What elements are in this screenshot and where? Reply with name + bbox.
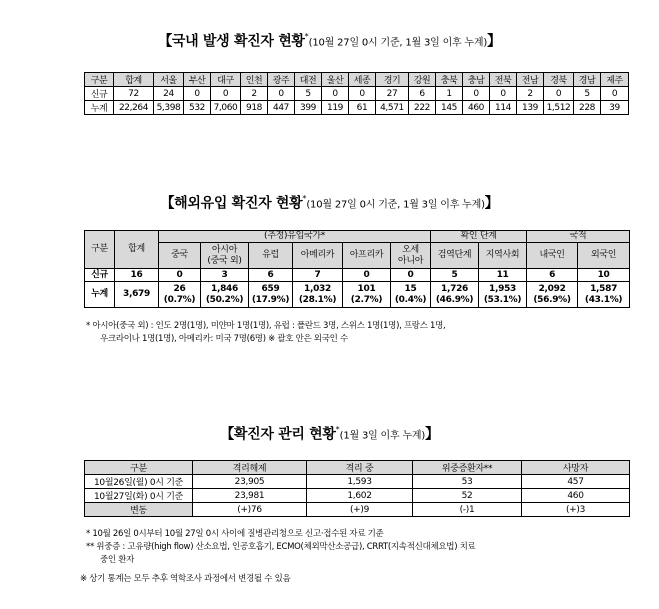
overseas-cum-pct: (17.9%): [251, 294, 290, 305]
overseas-cum-value: 26: [173, 283, 186, 294]
overseas-cum-cell: [578, 282, 630, 308]
management-cell: 52: [413, 489, 522, 503]
overseas-cum-pct: (56.9%): [533, 294, 571, 305]
overseas-cum-pct: (0.4%): [394, 294, 427, 305]
overseas-cum-total: 3,679: [115, 282, 159, 308]
domestic-cell: 7,060: [211, 101, 241, 115]
overseas-cum-value: 659: [261, 283, 280, 294]
overseas-cum-value: 101: [357, 283, 376, 294]
overseas-header-region-group: (추정)유입국가*: [159, 231, 431, 243]
overseas-cum-pct: (0.7%): [163, 294, 196, 305]
management-cell: (-)1: [413, 503, 522, 517]
overseas-new-cell: 10: [578, 269, 630, 282]
domestic-header-cell: 부산: [184, 73, 211, 87]
domestic-cell: 39: [601, 101, 629, 115]
overseas-cum-value: 1,726: [441, 283, 469, 294]
overseas-confirm-header: 검역단계: [431, 243, 479, 269]
management-header-cell: 구분: [85, 461, 193, 475]
overseas-region-header: 아시아 (중국 외): [201, 243, 249, 269]
domestic-cell: 2: [241, 87, 268, 101]
management-cell: 53: [413, 475, 522, 489]
overseas-header-nationality-group: 국적: [527, 231, 630, 243]
management-header-cell: 위중증환자**: [413, 461, 522, 475]
overseas-cum-cell: [293, 282, 343, 308]
domestic-header-cell: 충북: [436, 73, 463, 87]
overseas-region-header: 중국: [159, 243, 201, 269]
domestic-header-cell: 대전: [295, 73, 322, 87]
domestic-cell: 228: [574, 101, 601, 115]
domestic-row-label: 누계: [85, 101, 114, 115]
overseas-cum-value: 1,846: [211, 283, 238, 294]
overseas-nationality-header: 외국인: [578, 243, 630, 269]
overseas-confirm-header: 지역사회: [479, 243, 527, 269]
overseas-row-cum: [85, 282, 630, 308]
management-header-cell: 격리해제: [193, 461, 307, 475]
overseas-cum-pct: (46.9%): [435, 294, 474, 305]
domestic-header-cell: 경기: [376, 73, 409, 87]
overseas-cum-value: 1,953: [489, 283, 517, 294]
overseas-cum-pct: (50.2%): [205, 294, 244, 305]
management-table: [84, 460, 630, 517]
overseas-row-new: [85, 269, 630, 282]
management-cell: (+)76: [193, 503, 307, 517]
management-cell: 1,593: [307, 475, 413, 489]
overseas-new-cell: 5: [431, 269, 479, 282]
domestic-cell: 114: [490, 101, 517, 115]
domestic-cell: 0: [184, 87, 211, 101]
domestic-cell: 5: [574, 87, 601, 101]
management-title: 【확진자 관리 현황*(1월 3일 이후 누계)】: [220, 425, 439, 443]
domestic-header-cell: 서울: [154, 73, 184, 87]
domestic-row-label: 신규: [85, 87, 114, 101]
domestic-cell: 1,512: [544, 101, 574, 115]
domestic-cell: 1: [436, 87, 463, 101]
management-cell: (+)9: [307, 503, 413, 517]
management-cell: 23,981: [193, 489, 307, 503]
management-cell: 1,602: [307, 489, 413, 503]
domestic-cell: 0: [268, 87, 295, 101]
overseas-cum-cell: [479, 282, 527, 308]
domestic-cell: 5,398: [154, 101, 184, 115]
overseas-new-cell: 0: [159, 269, 201, 282]
domestic-row: [85, 87, 629, 101]
domestic-cell: 460: [463, 101, 490, 115]
management-cell: 23,905: [193, 475, 307, 489]
overseas-cum-pct: (28.1%): [298, 294, 337, 305]
domestic-header-cell: 구분: [85, 73, 114, 87]
overseas-note-1: * 아시아(중국 외) : 인도 2명(1명), 미얀마 1명(1명), 유럽 : 폴란드 3명, 스위스 1명(1명), 프랑스 1명,: [86, 321, 446, 331]
overseas-cum-value: 15: [404, 283, 417, 294]
overseas-cum-pct: (2.7%): [350, 294, 383, 305]
domestic-header-cell: 강원: [409, 73, 436, 87]
overseas-cum-pct: (53.1%): [483, 294, 522, 305]
management-cell: 460: [522, 489, 630, 503]
overseas-row-label: 신규: [85, 269, 115, 282]
management-row-label: 10월26일(월) 0시 기준: [85, 475, 193, 489]
overseas-region-header: 오세 아니아: [391, 243, 431, 269]
management-row: [85, 489, 630, 503]
domestic-cell: 2: [517, 87, 544, 101]
domestic-header-row: [85, 73, 629, 87]
management-note-2a: ** 위중증 : 고유량(high flow) 산소요법, 인공호흡기, ECMO(체외막산소공급), CRRT(지속적신대체요법) 치료: [86, 542, 476, 552]
overseas-new-cell: 3: [201, 269, 249, 282]
management-row-label: 10월27일(화) 0시 기준: [85, 489, 193, 503]
domestic-cell: 918: [241, 101, 268, 115]
domestic-header-cell: 세종: [349, 73, 376, 87]
domestic-header-cell: 충남: [463, 73, 490, 87]
overseas-cum-cell: [391, 282, 431, 308]
overseas-new-cell: 16: [115, 269, 159, 282]
overseas-new-cell: 6: [527, 269, 578, 282]
overseas-cum-value: 1,587: [590, 283, 618, 294]
domestic-header-cell: 전남: [517, 73, 544, 87]
overseas-header-confirm-group: 확인 단계: [431, 231, 527, 243]
overseas-cum-cell: [249, 282, 293, 308]
management-row-label: 변동: [85, 503, 193, 517]
overseas-cum-cell: [201, 282, 249, 308]
domestic-cell: 532: [184, 101, 211, 115]
overseas-new-cell: 0: [391, 269, 431, 282]
domestic-header-cell: 인천: [241, 73, 268, 87]
domestic-cell: 72: [114, 87, 154, 101]
domestic-cell: 0: [544, 87, 574, 101]
domestic-title: 【국내 발생 확진자 현황*(10월 27일 0시 기준, 1월 3일 이후 누계)】: [158, 32, 501, 50]
domestic-cell: 0: [601, 87, 629, 101]
overseas-region-header: 유럽: [249, 243, 293, 269]
overseas-region-header: 아메리카: [293, 243, 343, 269]
overseas-cum-pct: (43.1%): [584, 294, 623, 305]
management-note-2b: 중인 환자: [100, 555, 135, 565]
domestic-cell: 5: [295, 87, 322, 101]
overseas-table: [84, 230, 630, 308]
domestic-header-cell: 제주: [601, 73, 629, 87]
domestic-cell: 447: [268, 101, 295, 115]
domestic-cell: 119: [322, 101, 349, 115]
management-header-cell: 사망자: [522, 461, 630, 475]
domestic-cell: 0: [211, 87, 241, 101]
management-cell: (+)3: [522, 503, 630, 517]
overseas-new-cell: 7: [293, 269, 343, 282]
domestic-cell: 399: [295, 101, 322, 115]
domestic-cell: 222: [409, 101, 436, 115]
overseas-cum-cell: [343, 282, 391, 308]
domestic-table: [84, 72, 629, 115]
domestic-header-cell: 울산: [322, 73, 349, 87]
overseas-note-2: 우크라이나 1명(1명), 아메리카: 미국 7명(6명) ※ 괄호 안은 외국인 수: [100, 334, 348, 344]
domestic-header-cell: 합계: [114, 73, 154, 87]
overseas-new-cell: 11: [479, 269, 527, 282]
overseas-new-cell: 6: [249, 269, 293, 282]
domestic-cell: 145: [436, 101, 463, 115]
domestic-cell: 6: [409, 87, 436, 101]
domestic-cell: 0: [463, 87, 490, 101]
domestic-cell: 0: [322, 87, 349, 101]
management-row: [85, 503, 630, 517]
domestic-cell: 0: [490, 87, 517, 101]
domestic-cell: 139: [517, 101, 544, 115]
domestic-header-cell: 대구: [211, 73, 241, 87]
domestic-row: [85, 101, 629, 115]
management-note-1: * 10월 26일 0시부터 10월 27일 0시 사이에 질병관리청으로 신고·접수된 자료 기준: [86, 529, 384, 539]
overseas-row-label: 누계: [85, 282, 115, 308]
overseas-header-gubun: 구분: [85, 231, 115, 269]
management-row: [85, 475, 630, 489]
domestic-cell: 27: [376, 87, 409, 101]
overseas-nationality-header: 내국인: [527, 243, 578, 269]
overseas-new-cell: 0: [343, 269, 391, 282]
domestic-cell: 22,264: [114, 101, 154, 115]
overseas-cum-cell: [527, 282, 578, 308]
management-header-cell: 격리 중: [307, 461, 413, 475]
overseas-cum-value: 2,092: [538, 283, 566, 294]
domestic-cell: 0: [349, 87, 376, 101]
domestic-cell: 4,571: [376, 101, 409, 115]
overseas-cum-cell: [159, 282, 201, 308]
overseas-cum-cell: [431, 282, 479, 308]
domestic-cell: 24: [154, 87, 184, 101]
domestic-header-cell: 경남: [574, 73, 601, 87]
overseas-title: 【해외유입 확진자 현황*(10월 27일 0시 기준, 1월 3일 이후 누계)】: [160, 194, 499, 212]
overseas-subheader-row: [85, 243, 630, 269]
domestic-header-cell: 전북: [490, 73, 517, 87]
domestic-cell: 61: [349, 101, 376, 115]
management-note-3: ※ 상기 통계는 모두 추후 역학조사 과정에서 변경될 수 있음: [80, 574, 291, 584]
domestic-header-cell: 광주: [268, 73, 295, 87]
overseas-region-header: 아프리카: [343, 243, 391, 269]
management-header-row: [85, 461, 630, 475]
management-cell: 457: [522, 475, 630, 489]
overseas-header-total: 합계: [115, 231, 159, 269]
overseas-cum-value: 1,032: [304, 283, 331, 294]
domestic-header-cell: 경북: [544, 73, 574, 87]
